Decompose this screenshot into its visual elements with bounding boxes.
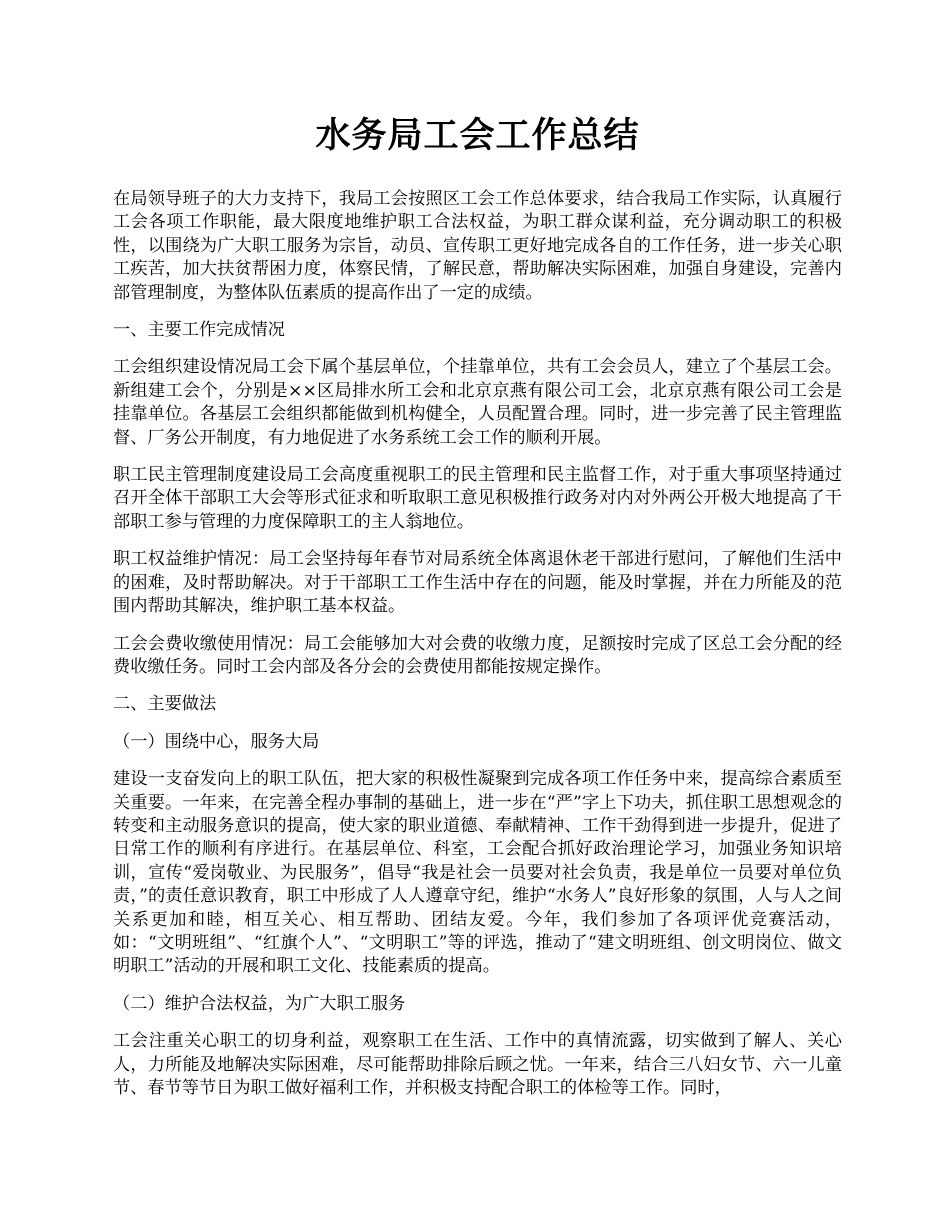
paragraph-dues-collection: 工会会费收缴使用情况：局工会能够加大对会费的收缴力度，足额按时完成了区总工会分配的经费收缴任务。同时工会内部及各分会的会费使用都能按规定操作。 — [113, 633, 842, 677]
paragraph-care-for-workers: 工会注重关心职工的切身利益，观察职工在生活、工作中的真情流露，切实做到了解人、关心人，力所能及地解决实际困难，尽可能帮助排除后顾之忧。一年来，结合三八妇女节、六一儿童节、春节等节日为职工做好福利工作，并积极支持配合职工的体检等工作。同时， — [113, 1031, 842, 1098]
paragraph-organization-building: 工会组织建设情况局工会下属个基层单位，个挂靠单位，共有工会会员人，建立了个基层工会。新组建工会个，分别是××区局排水所工会和北京京燕有限公司工会，北京京燕有限公司工会是挂靠单位。各基层工会组织都能做到机构健全，人员配置合理。同时，进一步完善了民主管理监督、厂务公开制度，有力地促进了水务系统工会工作的顺利开展。 — [113, 357, 842, 448]
paragraph-democratic-management: 职工民主管理制度建设局工会高度重视职工的民主管理和民主监督工作，对于重大事项坚持通过召开全体干部职工大会等形式征求和听取职工意见积极推行政务对内对外两公开极大地提高了干部职工参与管理的力度保障职工的主人翁地位。 — [113, 465, 842, 532]
section-heading-main-work: 一、主要工作完成情况 — [113, 320, 285, 341]
subsection-heading-protect-rights: （二）维护合法权益，为广大职工服务 — [113, 993, 406, 1014]
document-title: 水务局工会工作总结 — [315, 116, 640, 156]
paragraph-workforce-building: 建设一支奋发向上的职工队伍，把大家的积极性凝聚到完成各项工作任务中来，提高综合素质至关重要。一年来，在完善全程办事制的基础上，进一步在“严”字上下功夫，抓住职工思想观念的转变和主动服务意识的提高，使大家的职业道德、奉献精神、工作干劲得到进一步提升，促进了日常工作的顺利有序进行。在基层单位、科室，工会配合抓好政治理论学习，加强业务知识培训，宣传“爱岗敬业、为民服务”，倡导“我是社会一员要对社会负责，我是单位一员要对单位负责，”的责任意识教育，职工中形成了人人遵章守纪，维护“水务人”良好形象的氛围，人与人之间关系更加和睦，相互关心、相互帮助、团结友爱。今年，我们参加了各项评优竞赛活动，如：“文明班组”、“红旗个人”、“文明职工”等的评选，推动了“建文明班组、创文明岗位、做文明职工”活动的开展和职工文化、技能素质的提高。 — [113, 769, 842, 977]
section-heading-main-practices: 二、主要做法 — [113, 694, 217, 715]
intro-paragraph: 在局领导班子的大力支持下，我局工会按照区工会工作总体要求，结合我局工作实际，认真履行工会各项工作职能，最大限度地维护职工合法权益，为职工群众谋利益，充分调动职工的积极性，以围绕为广大职工服务为宗旨，动员、宣传职工更好地完成各自的工作任务，进一步关心职工疾苦，加大扶贫帮困力度，体察民情，了解民意，帮助解决实际困难，加强自身建设，完善内部管理制度，为整体队伍素质的提高作出了一定的成绩。 — [113, 189, 842, 303]
subsection-heading-serve-overall: （一）围绕中心，服务大局 — [113, 731, 320, 752]
paragraph-rights-protection: 职工权益维护情况：局工会坚持每年春节对局系统全体离退休老干部进行慰问，了解他们生活中的困难，及时帮助解决。对于干部职工工作生活中存在的问题，能及时掌握，并在力所能及的范围内帮助其解决，维护职工基本权益。 — [113, 549, 842, 617]
